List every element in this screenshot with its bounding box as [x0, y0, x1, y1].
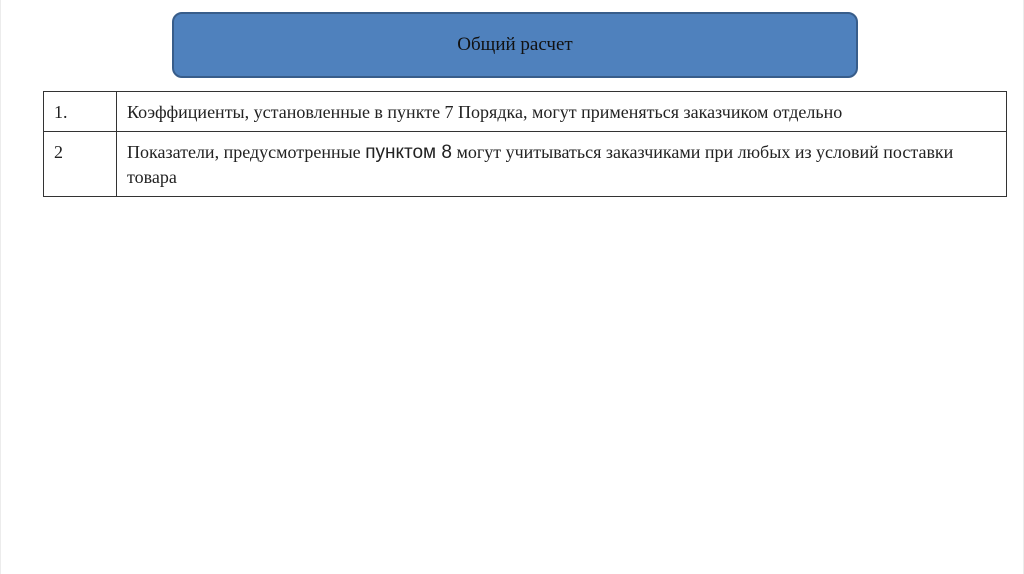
row-text-highlight: пунктом 8 — [365, 142, 452, 163]
row-text: Коэффициенты, установленные в пункте 7 Порядка, могут применяться заказчиком отдельно — [117, 92, 1007, 132]
row-number: 2 — [44, 132, 117, 197]
slide-title: Общий расчет — [457, 34, 573, 55]
row-text-start: Показатели, предусмотренные — [127, 142, 366, 162]
row-text-end: могут учитываться заказчиками при любых из условий поставки товара — [127, 142, 954, 187]
row-number: 1. — [44, 92, 117, 132]
rules-table — [43, 91, 1007, 197]
title-banner — [172, 12, 858, 78]
table-row — [44, 92, 1007, 132]
table-row — [44, 132, 1007, 197]
row-text — [117, 132, 1007, 197]
